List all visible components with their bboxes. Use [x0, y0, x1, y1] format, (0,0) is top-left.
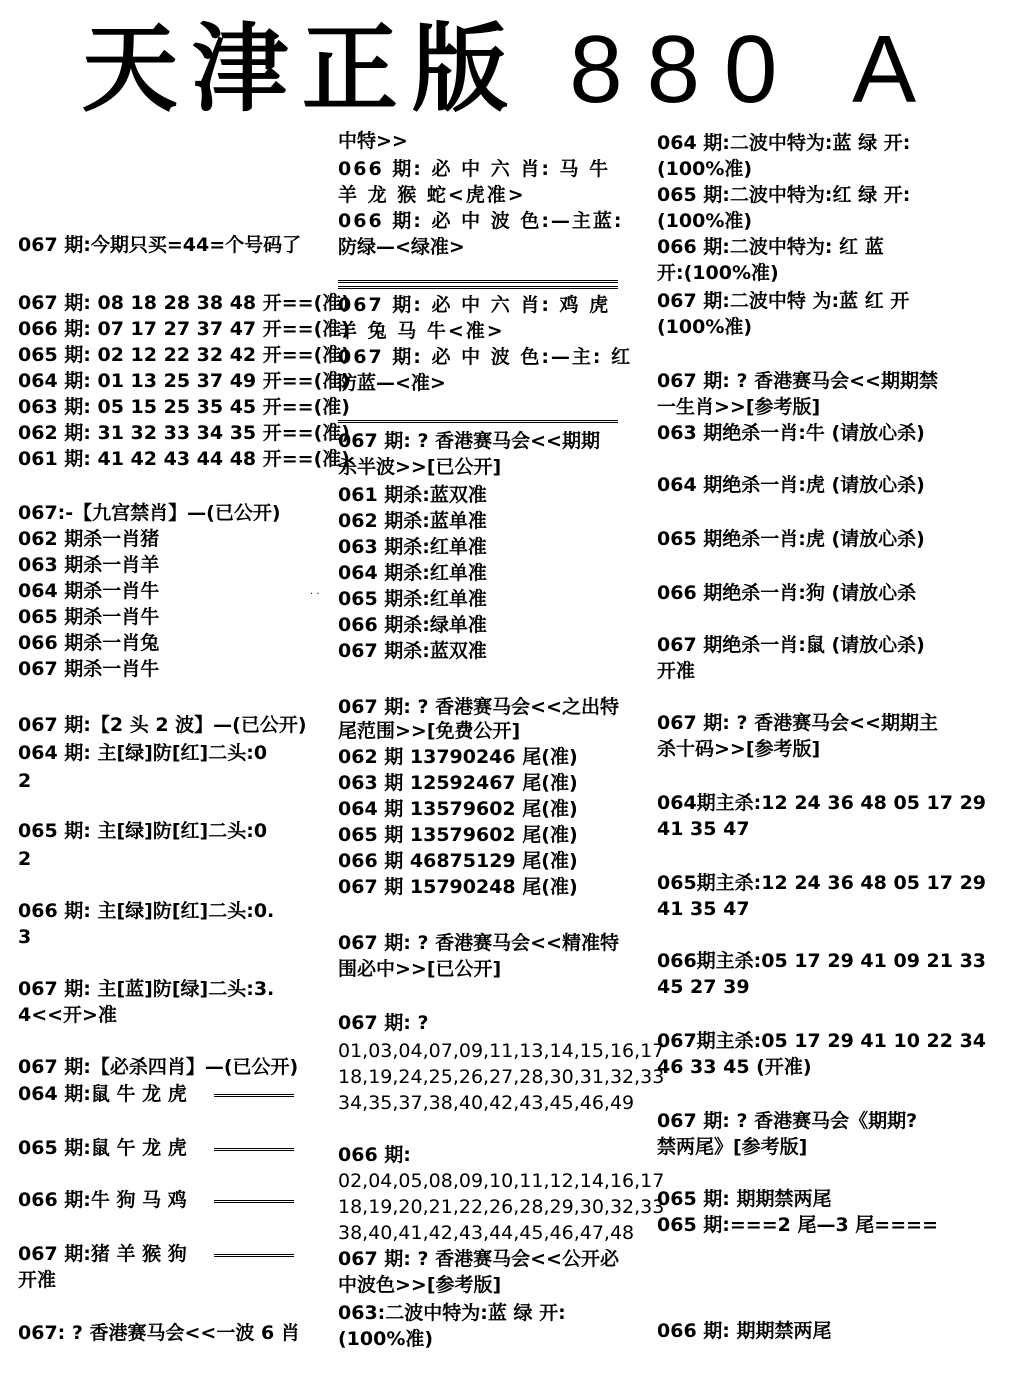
list-item: 062 期杀一肖猪	[18, 528, 160, 550]
number-row: 34,35,37,38,40,42,43,45,46,49	[338, 1092, 635, 1114]
precise-header-cont: 围必中>>[已公开]	[338, 958, 502, 980]
open-label: 开准	[657, 660, 696, 682]
number-row: 064 期: 01 13 25 37 49 开==(准)	[18, 370, 350, 392]
two-wave-line: 064 期:二波中特为:蓝 绿 开:	[657, 132, 911, 154]
list-item: 062 期杀:蓝单准	[338, 510, 487, 532]
list-item: 065 期杀一肖牛	[18, 606, 160, 628]
wave-066-cont: 防绿—<绿准>	[338, 236, 465, 258]
two-wave-line: 066 期:二波中特为: 红 蓝	[657, 236, 884, 258]
number-row: 18,19,20,21,22,26,28,29,30,32,33	[338, 1196, 665, 1218]
wave-063-cont: (100%准)	[338, 1328, 434, 1350]
main-kill-row: 45 27 39	[657, 976, 750, 998]
half-wave-header: 067 期: ? 香港赛马会<<期期	[338, 430, 600, 452]
main-kill-row: 067期主杀:05 17 29 41 10 22 34	[657, 1030, 987, 1052]
number-row: 18,19,24,25,26,27,28,30,31,32,33	[338, 1066, 665, 1088]
main-kill-header-cont: 杀十码>>[参考版]	[657, 738, 821, 760]
wave-063: 063:二波中特为:蓝 绿 开:	[338, 1302, 566, 1324]
number-row: 01,03,04,07,09,11,13,14,15,16,17	[338, 1040, 665, 1062]
list-item: 063 期杀:红单准	[338, 536, 487, 558]
one-zodiac-header-cont: 一生肖>>[参考版]	[657, 396, 821, 418]
public-wave-header-cont: 中波色>>[参考版]	[338, 1274, 502, 1296]
list-item: 064 期杀一肖牛	[18, 580, 160, 602]
six-zodiac-066: 066 期: 必 中 六 肖: 马 牛	[338, 158, 611, 180]
tail-range-header: 067 期: ? 香港赛马会<<之出特	[338, 696, 619, 718]
tail-range-header-cont: 尾范围>>[免费公开]	[338, 720, 521, 742]
two-head-header: 067 期:【2 头 2 波】—(已公开)	[18, 714, 307, 736]
list-item: 067 期 15790248 尾(准)	[338, 876, 578, 898]
two-wave-line: (100%准)	[657, 158, 753, 180]
page-title	[0, 14, 1022, 124]
divider	[338, 286, 618, 289]
list-item: 067 期杀:蓝双准	[338, 640, 487, 662]
list-item: 064 期: 主[绿]防[红]二头:0	[18, 742, 268, 764]
list-item: 063 期 12592467 尾(准)	[338, 772, 578, 794]
divider	[214, 1200, 294, 1203]
list-item: 064 期:鼠 牛 龙 虎	[18, 1083, 187, 1105]
divider	[214, 1148, 294, 1151]
list-item: 067 期:猪 羊 猴 狗	[18, 1243, 187, 1265]
number-row: 02,04,05,08,09,10,11,12,14,16,17	[338, 1170, 665, 1192]
wave-067-cont: 防蓝—<准>	[338, 372, 446, 394]
two-wave-line: 开:(100%准)	[657, 262, 779, 284]
list-item: 063 期杀一肖羊	[18, 554, 160, 576]
continued-line: 中特>>	[338, 130, 408, 152]
list-item: 3	[18, 926, 32, 948]
two-tail-header-cont: 禁两尾》[参考版]	[657, 1136, 808, 1158]
list-item: 065 期: 主[绿]防[红]二头:0	[18, 820, 268, 842]
list-item: 4<<开>准	[18, 1004, 117, 1026]
list-item: 065 期 13579602 尾(准)	[338, 824, 578, 846]
title-code: 880 A	[569, 16, 941, 123]
public-wave-header: 067 期: ? 香港赛马会<<公开必	[338, 1248, 619, 1270]
bottom-line: 067: ? 香港赛马会<<一波 6 肖	[18, 1322, 300, 1344]
one-zodiac-header: 067 期: ? 香港赛马会<<期期禁	[657, 370, 938, 392]
tail-row: 065 期: 期期禁两尾	[657, 1188, 832, 1210]
two-wave-line: (100%准)	[657, 316, 753, 338]
two-wave-line: (100%准)	[657, 210, 753, 232]
divider	[214, 1094, 294, 1097]
precise-header: 067 期: ? 香港赛马会<<精准特	[338, 932, 619, 954]
number-row: 062 期: 31 32 33 34 35 开==(准)	[18, 422, 350, 444]
kill-one-row: 065 期绝杀一肖:虎 (请放心杀)	[657, 528, 925, 550]
list-item: 067 期: 主[蓝]防[绿]二头:3.	[18, 978, 275, 1000]
two-tail-header: 067 期: ? 香港赛马会《期期?	[657, 1110, 918, 1132]
six-zodiac-066-cont: 羊 龙 猴 蛇<虎准>	[338, 184, 526, 206]
kill-one-row: 063 期绝杀一肖:牛 (请放心杀)	[657, 422, 925, 444]
list-item: 066 期: 主[绿]防[红]二头:0.	[18, 900, 275, 922]
number-row: 38,40,41,42,43,44,45,46,47,48	[338, 1222, 635, 1244]
list-item: 067 期杀一肖牛	[18, 658, 160, 680]
list-item: 2	[18, 770, 32, 792]
kill-one-row: 067 期绝杀一肖:鼠 (请放心杀)	[657, 634, 925, 656]
list-item: 066 期杀:绿单准	[338, 614, 487, 636]
wave-067: 067 期: 必 中 波 色:—主: 红	[338, 346, 633, 368]
list-item: 065 期:鼠 午 龙 虎	[18, 1137, 187, 1159]
main-kill-row: 41 35 47	[657, 818, 750, 840]
list-item: 066 期杀一肖兔	[18, 632, 160, 654]
list-item: 066 期:牛 狗 马 鸡	[18, 1189, 187, 1211]
kill-one-row: 064 期绝杀一肖:虎 (请放心杀)	[657, 474, 925, 496]
list-item: 065 期杀:红单准	[338, 588, 487, 610]
kill-one-row: 066 期绝杀一肖:狗 (请放心杀	[657, 582, 917, 604]
main-kill-row: 065期主杀:12 24 36 48 05 17 29	[657, 872, 987, 894]
number-row: 061 期: 41 42 43 44 48 开==(准)	[18, 448, 350, 470]
list-item: 061 期杀:蓝双准	[338, 484, 487, 506]
divider	[338, 280, 618, 283]
kill-four-header: 067 期:【必杀四肖】—(已公开)	[18, 1056, 299, 1078]
main-kill-row: 064期主杀:12 24 36 48 05 17 29	[657, 792, 987, 814]
main-kill-row: 46 33 45 (开准)	[657, 1056, 812, 1078]
list-item: 064 期杀:红单准	[338, 562, 487, 584]
list-item: 066 期 46875129 尾(准)	[338, 850, 578, 872]
two-wave-line: 065 期:二波中特为:红 绿 开:	[657, 184, 911, 206]
main-kill-row: 066期主杀:05 17 29 41 09 21 33	[657, 950, 987, 972]
nine-palace-header: 067:-【九宫禁肖】—(已公开)	[18, 502, 281, 524]
open-label: 开准	[18, 1269, 57, 1291]
six-zodiac-067-cont: 羊 兔 马 牛<准>	[338, 320, 505, 342]
q066-header: 066 期:	[338, 1144, 411, 1166]
number-row: 065 期: 02 12 22 32 42 开==(准)	[18, 344, 350, 366]
main-kill-header: 067 期: ? 香港赛马会<<期期主	[657, 712, 938, 734]
divider	[214, 1254, 294, 1257]
six-zodiac-067: 067 期: 必 中 六 肖: 鸡 虎	[338, 294, 611, 316]
list-item: 064 期 13579602 尾(准)	[338, 798, 578, 820]
q067-header: 067 期: ?	[338, 1012, 429, 1034]
stray-dots: . .	[310, 586, 320, 597]
number-row: 067 期: 08 18 28 38 48 开==(准)	[18, 292, 350, 314]
two-wave-line: 067 期:二波中特 为:蓝 红 开	[657, 290, 910, 312]
tail-row: 066 期: 期期禁两尾	[657, 1320, 832, 1342]
only-buy-line: 067 期:今期只买=44=个号码了	[18, 234, 302, 256]
number-row: 066 期: 07 17 27 37 47 开==(准)	[18, 318, 350, 340]
tail-row: 065 期:===2 尾—3 尾====	[657, 1214, 938, 1236]
number-row: 063 期: 05 15 25 35 45 开==(准)	[18, 396, 350, 418]
divider	[338, 420, 618, 423]
wave-066: 066 期: 必 中 波 色:—主蓝:	[338, 210, 624, 232]
main-kill-row: 41 35 47	[657, 898, 750, 920]
list-item: 2	[18, 848, 32, 870]
list-item: 062 期 13790246 尾(准)	[338, 746, 578, 768]
half-wave-header-cont: 杀半波>>[已公开]	[338, 456, 502, 478]
title-chinese: 天津正版	[81, 12, 522, 125]
